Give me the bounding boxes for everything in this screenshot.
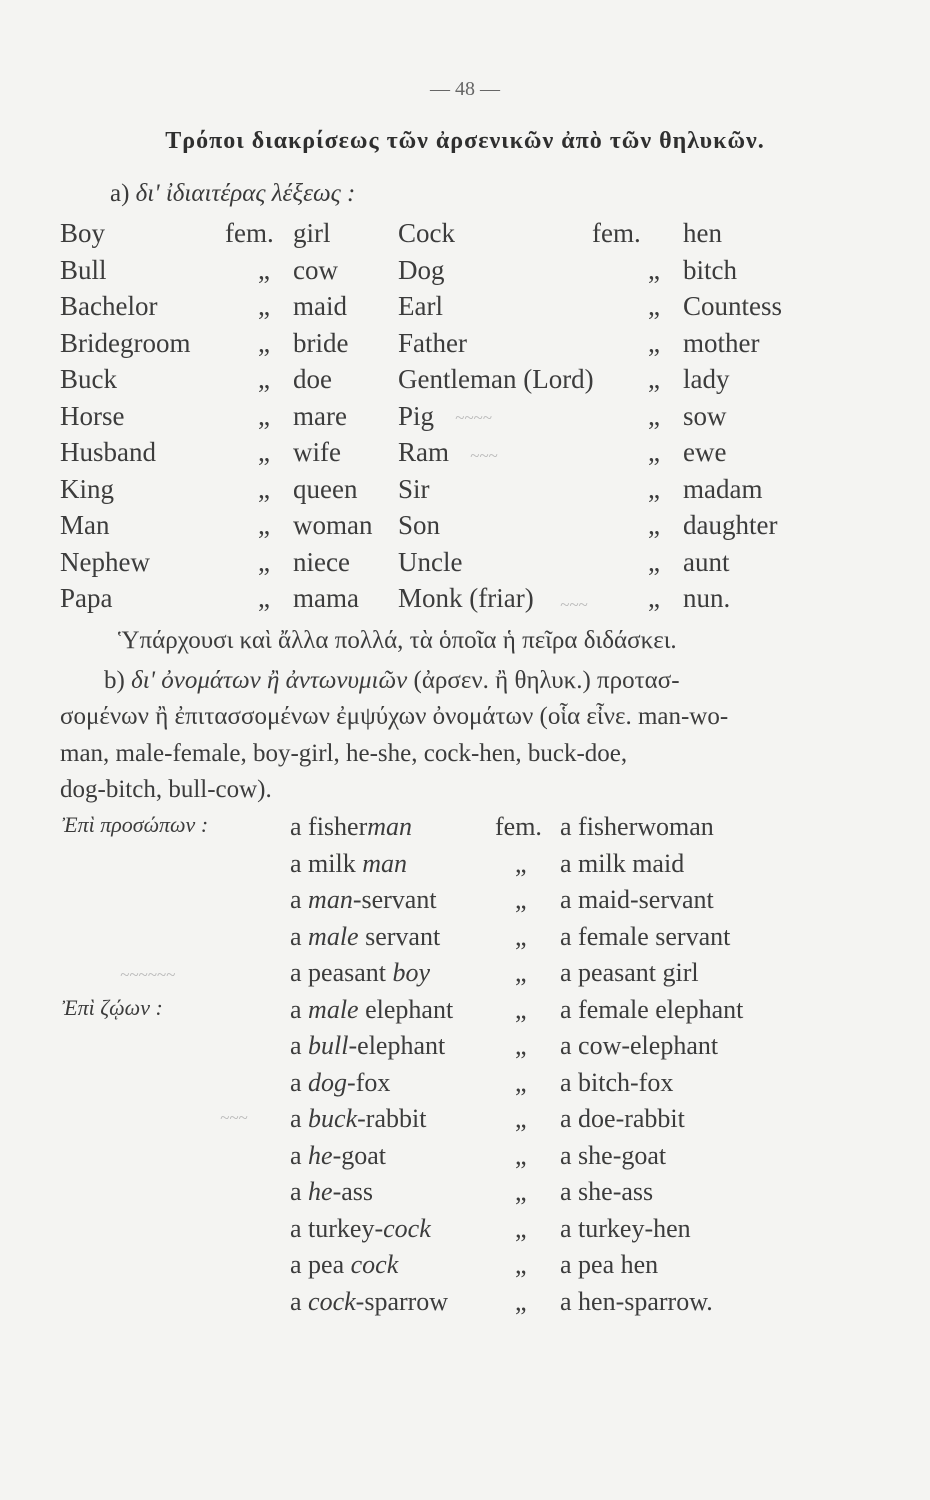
masculine-phrase (290, 922, 440, 952)
ditto-mark: „ (258, 254, 270, 285)
feminine-word: hen (683, 218, 722, 248)
ditto-mark: fem. (592, 218, 641, 248)
masculine-word: Nephew (60, 546, 150, 577)
phrase-text: -fox (347, 1067, 391, 1097)
feminine-word: mama (293, 583, 359, 613)
masculine-word: Papa (60, 583, 113, 613)
masculine-word: Sir (398, 473, 430, 504)
section-a-label: δι' ἰδιαιτέρας λέξεως : (135, 180, 356, 207)
ditto-mark: „ (258, 400, 270, 431)
feminine-word: ewe (683, 437, 727, 467)
masculine-phrase (290, 1031, 445, 1061)
word-pair-row (0, 328, 930, 362)
gender-marker-word: boy (392, 958, 431, 987)
masculine-word: Horse (60, 400, 125, 431)
article: a (290, 994, 302, 1024)
pencil-mark: ~~~ (470, 446, 498, 465)
section-b-rest: (ἀρσεν. ἢ θηλυκ.) προτασ- (413, 667, 680, 694)
example-row (0, 1177, 930, 1211)
article: a (290, 1286, 302, 1316)
masculine-phrase (290, 1177, 373, 1207)
section-b-line-2: σομένων ἢ ἐπιτασσομένων ἐμψύχων ὀνομάτων (οἷα εἶνε. man-wo- (60, 703, 729, 730)
feminine-phrase: a doe-rabbit (560, 1104, 685, 1133)
example-row (0, 1068, 930, 1102)
ditto-mark: „ (648, 364, 660, 394)
ditto-mark: „ (648, 254, 660, 285)
feminine-word: bride (293, 327, 349, 358)
phrase-text: -ass (332, 1177, 374, 1206)
feminine-phrase: a peasant girl (560, 958, 699, 987)
ditto-mark: „ (515, 1213, 527, 1243)
masculine-phrase (290, 958, 430, 988)
feminine-word: maid (293, 291, 347, 321)
feminine-word: aunt (683, 546, 730, 577)
ditto-mark: „ (648, 510, 660, 540)
feminine-phrase: a turkey-hen (560, 1213, 691, 1243)
section-a-title (110, 180, 355, 208)
gender-marker-word: cock (308, 1286, 356, 1316)
word-pair-row (0, 474, 930, 508)
phrase-text: servant (358, 921, 441, 951)
gender-marker-word: dog (308, 1067, 348, 1097)
feminine-word: wife (293, 437, 341, 467)
ditto-mark: „ (515, 1067, 527, 1097)
pencil-mark: ~~~~ (455, 408, 492, 427)
article: a (290, 958, 302, 987)
article: a (290, 1177, 302, 1206)
example-row (0, 885, 930, 919)
example-row (0, 849, 930, 883)
feminine-word: queen (293, 473, 358, 504)
article: a (290, 1031, 302, 1060)
page-number: — 48 — (430, 78, 500, 100)
masculine-word: Man (60, 510, 110, 540)
feminine-word: mare (293, 400, 347, 431)
gender-marker-word: cock (350, 1250, 399, 1279)
example-row (0, 1104, 930, 1138)
gender-marker-word: man (367, 812, 413, 841)
ditto-mark: „ (648, 400, 660, 431)
masculine-phrase (290, 1068, 390, 1098)
word-pair-row (0, 510, 930, 544)
ditto-mark: „ (515, 958, 527, 987)
feminine-phrase: a fisherwoman (560, 812, 714, 841)
gender-marker-word: man (308, 885, 353, 914)
masculine-phrase (290, 1214, 431, 1244)
ditto-mark: „ (515, 1104, 527, 1133)
section-b-marker: b) (104, 667, 125, 694)
feminine-phrase: a milk maid (560, 848, 685, 878)
example-row (0, 995, 930, 1029)
masculine-word: Father (398, 327, 467, 358)
masculine-phrase (290, 1104, 426, 1134)
feminine-phrase: a maid-servant (560, 885, 714, 914)
pencil-mark: ~~~ (220, 1108, 248, 1127)
word-pair-row (0, 255, 930, 289)
phrase-text: -rabbit (357, 1104, 427, 1133)
article: a (290, 848, 302, 878)
section-b-italic: δι' ὀνομάτων ἢ ἀντωνυμιῶν (131, 667, 408, 694)
feminine-word: woman (293, 510, 373, 540)
phrase-text: -sparrow (355, 1286, 449, 1316)
word-pair-row (0, 218, 930, 252)
masculine-phrase (290, 995, 453, 1025)
gender-marker-word: he (308, 1177, 333, 1206)
masculine-word: Buck (60, 364, 117, 394)
article: a (290, 1213, 302, 1243)
masculine-word: Bridegroom (60, 327, 191, 358)
feminine-phrase: a cow-elephant (560, 1031, 719, 1060)
example-row (0, 1287, 930, 1321)
ditto-mark: „ (648, 437, 660, 467)
ditto-mark: „ (258, 583, 270, 613)
word-pair-row (0, 547, 930, 581)
ditto-mark: „ (258, 364, 270, 394)
example-row (0, 922, 930, 956)
ditto-mark: „ (258, 473, 270, 504)
ditto-mark: „ (258, 546, 270, 577)
section-b-line-3: man, male-female, boy-girl, he-she, cock-hen, buck-doe, (60, 740, 628, 767)
feminine-word: cow (293, 254, 338, 285)
feminine-word: girl (293, 218, 331, 248)
feminine-phrase: a female elephant (560, 994, 744, 1024)
section-a-marker: a) (110, 180, 130, 207)
ditto-mark: „ (648, 583, 660, 613)
ditto-mark: „ (258, 510, 270, 540)
gender-marker-word: male (308, 921, 359, 951)
ditto-mark: „ (648, 291, 660, 321)
word-pair-row (0, 437, 930, 471)
example-category-label: Ἐπὶ ζῴων : (62, 994, 163, 1020)
ditto-mark: „ (648, 327, 660, 358)
article: a (290, 1140, 302, 1170)
word-pair-row (0, 364, 930, 398)
ditto-mark: „ (515, 1140, 527, 1170)
masculine-word: Bull (60, 254, 107, 285)
ditto-mark: fem. (495, 812, 542, 841)
masculine-word: Uncle (398, 546, 463, 577)
feminine-word: madam (683, 473, 763, 504)
ditto-mark: „ (515, 1177, 527, 1206)
ditto-mark: fem. (225, 218, 274, 248)
example-row (0, 812, 930, 846)
masculine-phrase (290, 812, 412, 842)
phrase-text: -goat (332, 1140, 387, 1170)
masculine-phrase (290, 1250, 398, 1280)
word-pair-row (0, 583, 930, 617)
feminine-word: niece (293, 546, 350, 577)
gender-marker-word: buck (308, 1104, 358, 1133)
masculine-word: Bachelor (60, 291, 158, 321)
pencil-mark: ~~~~~~ (120, 965, 176, 984)
ditto-mark: „ (648, 546, 660, 577)
feminine-word: mother (683, 327, 760, 358)
article: a (290, 1067, 302, 1097)
phrase-text: fisher (308, 812, 368, 841)
gender-marker-word: male (308, 994, 359, 1024)
ditto-mark: „ (258, 327, 270, 358)
feminine-word: bitch (683, 254, 737, 285)
section-b-line-4: dog-bitch, bull-cow). (60, 776, 272, 803)
feminine-phrase: a pea hen (560, 1250, 659, 1279)
ditto-mark: „ (515, 1286, 527, 1316)
phrase-text: turkey- (308, 1213, 384, 1243)
ditto-mark: „ (515, 885, 527, 914)
phrase-text: -elephant (348, 1031, 446, 1060)
gender-marker-word: man (362, 848, 407, 878)
feminine-word: doe (293, 364, 332, 394)
feminine-phrase: a hen-sparrow. (560, 1286, 713, 1316)
article: a (290, 812, 302, 841)
masculine-word: Pig (398, 400, 435, 431)
example-row (0, 1214, 930, 1248)
ditto-mark: „ (648, 473, 660, 504)
masculine-phrase (290, 849, 407, 879)
pencil-mark: ~~~ (560, 595, 588, 614)
feminine-word: sow (683, 400, 727, 431)
feminine-word: lady (683, 364, 730, 394)
masculine-word: Cock (398, 218, 455, 248)
masculine-word: Ram (398, 437, 449, 467)
feminine-word: Countess (683, 291, 783, 321)
feminine-word: daughter (683, 510, 778, 540)
masculine-word: Boy (60, 218, 106, 248)
article: a (290, 1104, 302, 1133)
example-category-label: Ἐπὶ προσώπων : (62, 812, 209, 837)
ditto-mark: „ (258, 291, 270, 321)
masculine-word: Husband (60, 437, 156, 467)
masculine-phrase (290, 1287, 448, 1317)
example-row (0, 1250, 930, 1284)
phrase-text: peasant (308, 958, 393, 987)
feminine-phrase: a she-goat (560, 1140, 667, 1170)
gender-marker-word: bull (308, 1031, 349, 1060)
masculine-word: King (60, 473, 114, 504)
example-row (0, 1031, 930, 1065)
ditto-mark: „ (515, 1031, 527, 1060)
article: a (290, 1250, 302, 1279)
feminine-phrase: a bitch-fox (560, 1067, 674, 1097)
feminine-word: nun. (683, 583, 731, 613)
ditto-mark: „ (515, 848, 527, 878)
article: a (290, 885, 302, 914)
example-row (0, 1141, 930, 1175)
masculine-phrase (290, 1141, 386, 1171)
ditto-mark: „ (515, 1250, 527, 1279)
gender-marker-word: cock (383, 1213, 431, 1243)
ditto-mark: „ (515, 994, 527, 1024)
ditto-mark: „ (258, 437, 270, 467)
feminine-phrase: a female servant (560, 921, 731, 951)
masculine-word: Dog (398, 254, 445, 285)
phrase-text: milk (308, 848, 363, 878)
masculine-word: Monk (friar) (398, 583, 534, 613)
gender-marker-word: he (308, 1140, 333, 1170)
article: a (290, 921, 302, 951)
masculine-word: Earl (398, 291, 443, 321)
page-heading: Τρόποι διακρίσεως τῶν ἀρσενικῶν ἀπὸ τῶν θηλυκῶν. (165, 128, 765, 154)
masculine-word: Gentleman (Lord) (398, 364, 594, 394)
feminine-phrase: a she-ass (560, 1177, 654, 1206)
phrase-text: -servant (352, 885, 437, 914)
phrase-text: elephant (358, 994, 454, 1024)
note-a: Ὑπάρχουσι καὶ ἄλλα πολλά, τὰ ὁποῖα ἡ πεῖρα διδάσκει. (118, 627, 677, 654)
ditto-mark: „ (515, 921, 527, 951)
section-b-line-1 (104, 667, 680, 695)
word-pair-row (0, 291, 930, 325)
masculine-word: Son (398, 510, 441, 540)
masculine-phrase (290, 885, 437, 915)
phrase-text: pea (308, 1250, 351, 1279)
